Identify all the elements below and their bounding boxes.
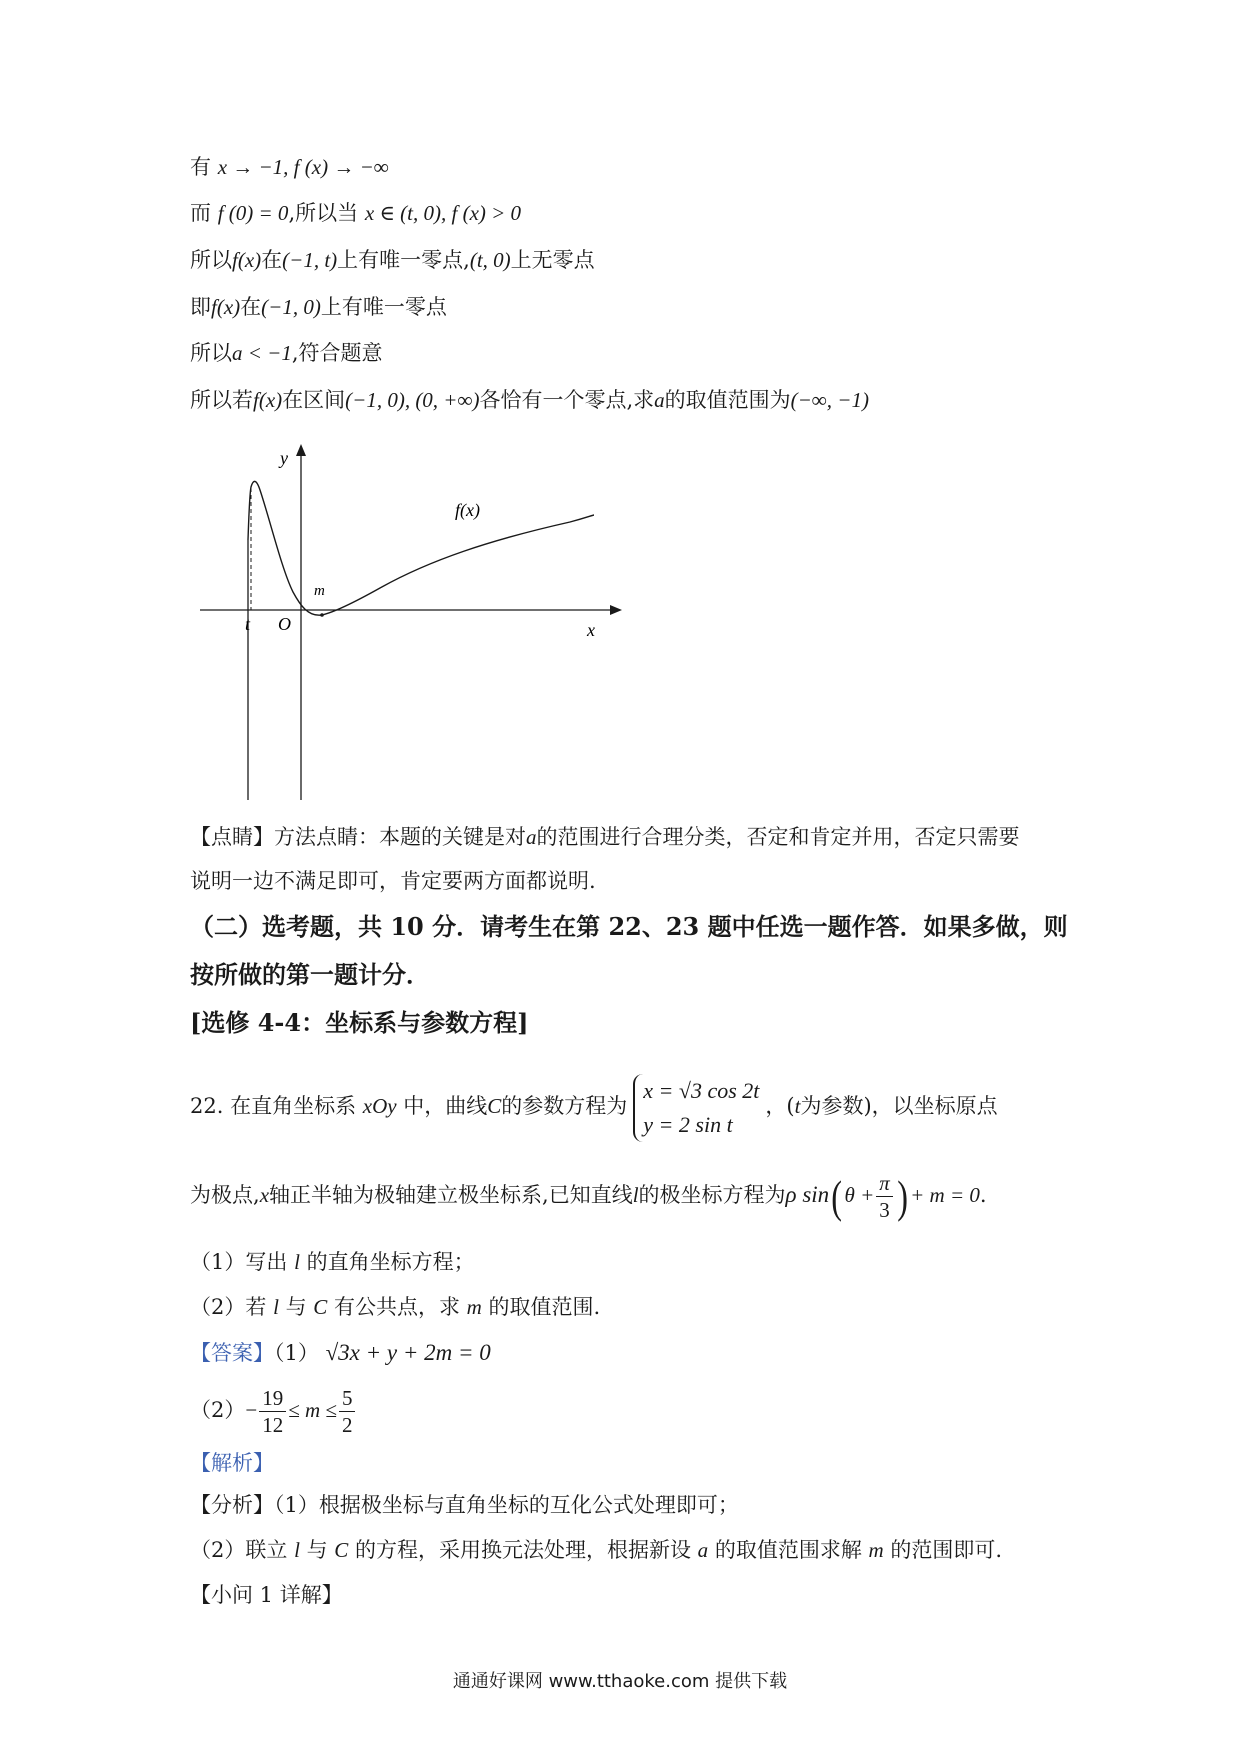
problem-line-2 — [190, 1160, 987, 1232]
text: （2） — [190, 1398, 246, 1422]
math: x → −1, f (x) → −∞ — [217, 155, 389, 179]
fraction-5-2 — [339, 1385, 356, 1438]
function-graph — [190, 440, 630, 810]
math: l — [294, 1538, 300, 1562]
line-conclusion-2 — [190, 338, 383, 368]
math: xOy — [362, 1094, 397, 1118]
fraction-19-12 — [259, 1385, 286, 1438]
text: 中，曲线 — [403, 1094, 488, 1118]
math: + m = 0 — [910, 1183, 980, 1207]
text: 上有唯一零点 — [320, 295, 447, 319]
line-conclusion-1 — [190, 292, 447, 322]
line-f0 — [190, 198, 521, 228]
math: C — [313, 1295, 328, 1319]
label-y: y — [280, 448, 288, 468]
answer-line-2 — [190, 1378, 357, 1442]
math: ρ sin — [785, 1182, 830, 1207]
text: （2）联立 — [190, 1538, 288, 1562]
text: ,符合题意 — [291, 341, 383, 365]
label-origin: O — [278, 614, 291, 634]
math: l — [294, 1250, 300, 1274]
xiaowen-heading — [190, 1580, 343, 1610]
text: 的取值范围. — [488, 1295, 601, 1319]
equation-x: x = √3 cos 2t — [643, 1077, 760, 1103]
math: f (0) = 0 — [217, 201, 289, 225]
x-axis-arrow — [610, 605, 622, 615]
text: （1）根据极坐标与直角坐标的互化公式处理即可； — [274, 1493, 739, 1517]
fraction-pi-3 — [876, 1170, 893, 1223]
text: （1） — [274, 1341, 319, 1365]
math: x ∈ (t, 0), f (x) > 0 — [364, 201, 522, 225]
text: 所以 — [190, 341, 232, 365]
text: ,所以当 — [288, 201, 359, 225]
text: 在 — [261, 248, 283, 272]
text: （2）若 — [190, 1295, 267, 1319]
text: 所以 — [190, 248, 232, 272]
denominator: 3 — [879, 1198, 890, 1222]
text: 各恰有一个零点,求 — [479, 388, 655, 412]
math: l — [632, 1183, 639, 1207]
text: 轴正半轴为极轴建立极坐标系,已知直线 — [269, 1183, 633, 1207]
math: l — [273, 1295, 279, 1319]
parametric-system — [633, 1074, 759, 1142]
text: [选修 4-4：坐标系与参数方程] — [190, 1008, 529, 1037]
math: (−1, 0), (0, +∞) — [345, 388, 480, 412]
text: 的范围进行合理分类，否定和肯定并用，否定只需要 — [536, 825, 1020, 849]
line-unique-zero — [190, 245, 595, 275]
text: 有公共点，求 — [333, 1295, 460, 1319]
question-1 — [190, 1247, 475, 1277]
text: 在区间 — [282, 388, 346, 412]
text: （二）选考题，共 10 分．请考生在第 22、23 题中任选一题作答．如果多做，则 — [190, 912, 1068, 941]
text: 与 — [285, 1295, 307, 1319]
fenxi-tag: 【分析】 — [190, 1493, 274, 1517]
math: f(x) — [232, 248, 262, 272]
text: 的取值范围求解 — [714, 1538, 862, 1562]
paren-right: ) — [897, 1170, 908, 1222]
analysis-tag — [190, 1448, 274, 1478]
math: a — [697, 1538, 709, 1562]
min-point — [320, 613, 324, 617]
math: a < −1 — [232, 341, 292, 365]
math: − — [245, 1398, 258, 1422]
label-fx: f(x) — [455, 500, 480, 520]
answer-line-1 — [190, 1338, 491, 1368]
math: C — [487, 1094, 502, 1118]
text: 的范围即可. — [890, 1538, 1003, 1562]
section-heading-line-2 — [190, 960, 430, 990]
text: 说明一边不满足即可，肯定要两方面都说明. — [190, 869, 596, 893]
math: f(x) — [211, 295, 241, 319]
math: θ + — [844, 1183, 875, 1207]
dianjing-line-1 — [190, 822, 1020, 852]
math: ≤ m ≤ — [288, 1398, 337, 1422]
text: 而 — [190, 201, 211, 225]
text: （1）写出 — [190, 1250, 288, 1274]
text: 的取值范围为 — [664, 388, 791, 412]
label-x: x — [587, 620, 595, 640]
text: 【小问 1 详解】 — [190, 1583, 343, 1607]
numerator: π — [876, 1170, 893, 1197]
math: √3x + y + 2m = 0 — [325, 1340, 491, 1365]
numerator: 19 — [259, 1385, 286, 1412]
text: . — [979, 1183, 987, 1207]
math: t — [794, 1094, 801, 1118]
paren-left: ( — [831, 1170, 843, 1222]
math: a — [654, 388, 665, 412]
math: x — [259, 1183, 270, 1207]
problem-line-1 — [190, 1066, 998, 1146]
answer-tag: 【答案】 — [190, 1341, 274, 1365]
math: m — [868, 1538, 884, 1562]
fenxi-line-2 — [190, 1535, 1002, 1565]
math: (−1, 0) — [261, 295, 321, 319]
text: 上无零点 — [510, 248, 595, 272]
label-t: t — [245, 614, 251, 634]
math: (−1, t) — [282, 248, 338, 272]
text: 的极坐标方程为 — [638, 1183, 786, 1207]
text: 方法点睛：本题的关键是对 — [274, 825, 526, 849]
line-final-range — [190, 385, 869, 415]
fenxi-line-1 — [190, 1490, 739, 1520]
text: 有 — [190, 155, 211, 179]
text: 的方程，采用换元法处理，根据新设 — [354, 1538, 691, 1562]
y-axis-arrow — [296, 444, 306, 456]
denominator: 2 — [341, 1413, 353, 1437]
text: 与 — [306, 1538, 328, 1562]
text: 按所做的第一题计分． — [190, 960, 430, 989]
math: (t, 0) — [469, 248, 511, 272]
text: 为参数)，以坐标原点 — [800, 1094, 998, 1118]
section-heading-line-1 — [190, 912, 1068, 942]
text: 的参数方程为 — [501, 1094, 628, 1118]
text: 【解析】 — [190, 1451, 274, 1475]
text: ，( — [765, 1094, 795, 1118]
line-limit — [190, 152, 389, 182]
math: f(x) — [253, 388, 283, 412]
text: 的直角坐标方程； — [306, 1250, 475, 1274]
page-footer: 通通好课网 www.tthaoke.com 提供下载 — [452, 1671, 788, 1692]
equation-y: y = 2 sin t — [643, 1111, 733, 1137]
math: (−∞, −1) — [790, 388, 869, 412]
curve-fx — [248, 481, 594, 615]
text: 即 — [190, 295, 211, 319]
elective-heading — [190, 1008, 528, 1038]
math: a — [526, 825, 537, 849]
text: 在 — [240, 295, 262, 319]
label-m: m — [314, 583, 325, 599]
denominator: 12 — [262, 1413, 284, 1437]
text: 22. 在直角坐标系 — [190, 1094, 357, 1118]
dianjing-line-2 — [190, 866, 596, 896]
text: 上有唯一零点, — [337, 248, 470, 272]
question-2 — [190, 1292, 600, 1322]
math: m — [466, 1295, 482, 1319]
dianjing-tag: 【点睛】 — [190, 825, 274, 849]
numerator: 5 — [339, 1385, 356, 1412]
text: 所以若 — [190, 388, 253, 412]
math: C — [334, 1538, 349, 1562]
text: 为极点, — [190, 1183, 260, 1207]
